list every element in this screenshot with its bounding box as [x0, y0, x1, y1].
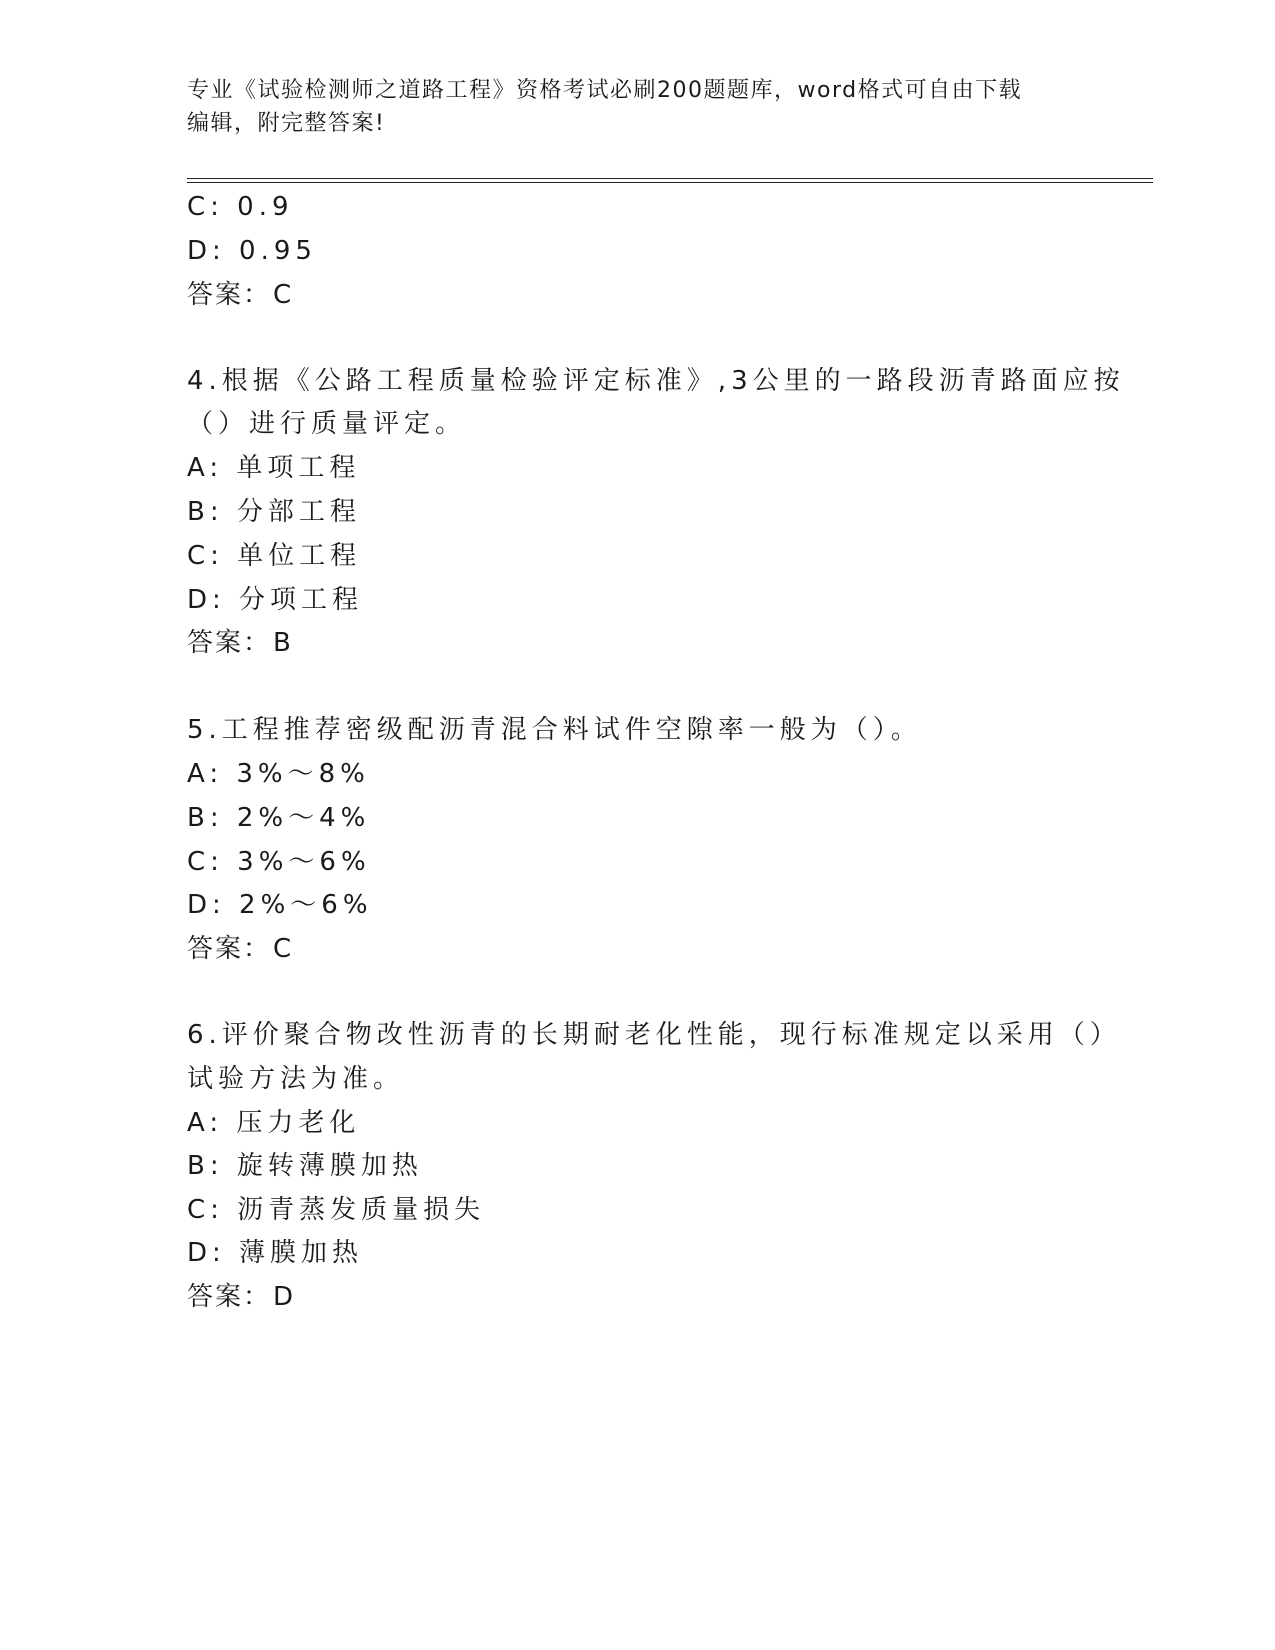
- answer-value: D: [273, 1282, 296, 1312]
- q5-option-c: C: 3%～6%: [187, 847, 371, 877]
- answer-value: B: [273, 628, 293, 658]
- q5-option-a: A: 3%～8%: [187, 759, 370, 789]
- header-divider-bottom: [187, 182, 1153, 183]
- q3-option-c: C: 0.9: [187, 192, 294, 222]
- header-line-2: 编辑，附完整答案!: [187, 111, 386, 136]
- q4-option-a: A: 单项工程: [187, 453, 361, 483]
- q6-option-d: D: 薄膜加热: [187, 1238, 364, 1268]
- q4-answer: [187, 626, 293, 660]
- q3-option-d: D: 0.95: [187, 236, 317, 266]
- document-header: [187, 74, 1087, 140]
- q6-option-b: B: 旋转薄膜加热: [187, 1151, 423, 1181]
- q4-option-b: B: 分部工程: [187, 497, 361, 527]
- q4-stem-line-2: （）进行质量评定。: [187, 409, 467, 439]
- answer-label: 答案：: [187, 934, 272, 964]
- q6-answer: [187, 1280, 295, 1314]
- q5-option-d: D: 2%～6%: [187, 890, 373, 920]
- q5-option-b: B: 2%～4%: [187, 803, 371, 833]
- answer-label: 答案：: [187, 1282, 272, 1312]
- q6-option-c: C: 沥青蒸发质量损失: [187, 1195, 486, 1225]
- answer-label: 答案：: [187, 628, 272, 658]
- q6-stem-line-2: 试验方法为准。: [187, 1064, 405, 1094]
- answer-label: 答案：: [187, 280, 272, 310]
- q4-option-c: C: 单位工程: [187, 541, 362, 571]
- header-divider-top: [187, 178, 1153, 179]
- q4-option-d: D: 分项工程: [187, 585, 364, 615]
- q6-option-a: A: 压力老化: [187, 1108, 361, 1138]
- header-line-1: 专业《试验检测师之道路工程》资格考试必刷200题题库，word格式可自由下载: [187, 78, 1023, 103]
- q6-stem-line-1: 6.评价聚合物改性沥青的长期耐老化性能，现行标准规定以采用（）: [187, 1020, 1121, 1050]
- q5-stem-line-1: 5.工程推荐密级配沥青混合料试件空隙率一般为（）。: [187, 715, 922, 745]
- answer-value: C: [273, 280, 294, 310]
- q5-answer: [187, 932, 293, 966]
- q3-answer: [187, 278, 293, 312]
- answer-value: C: [273, 934, 294, 964]
- q4-stem-line-1: 4.根据《公路工程质量检验评定标准》,3公里的一路段沥青路面应按: [187, 366, 1125, 396]
